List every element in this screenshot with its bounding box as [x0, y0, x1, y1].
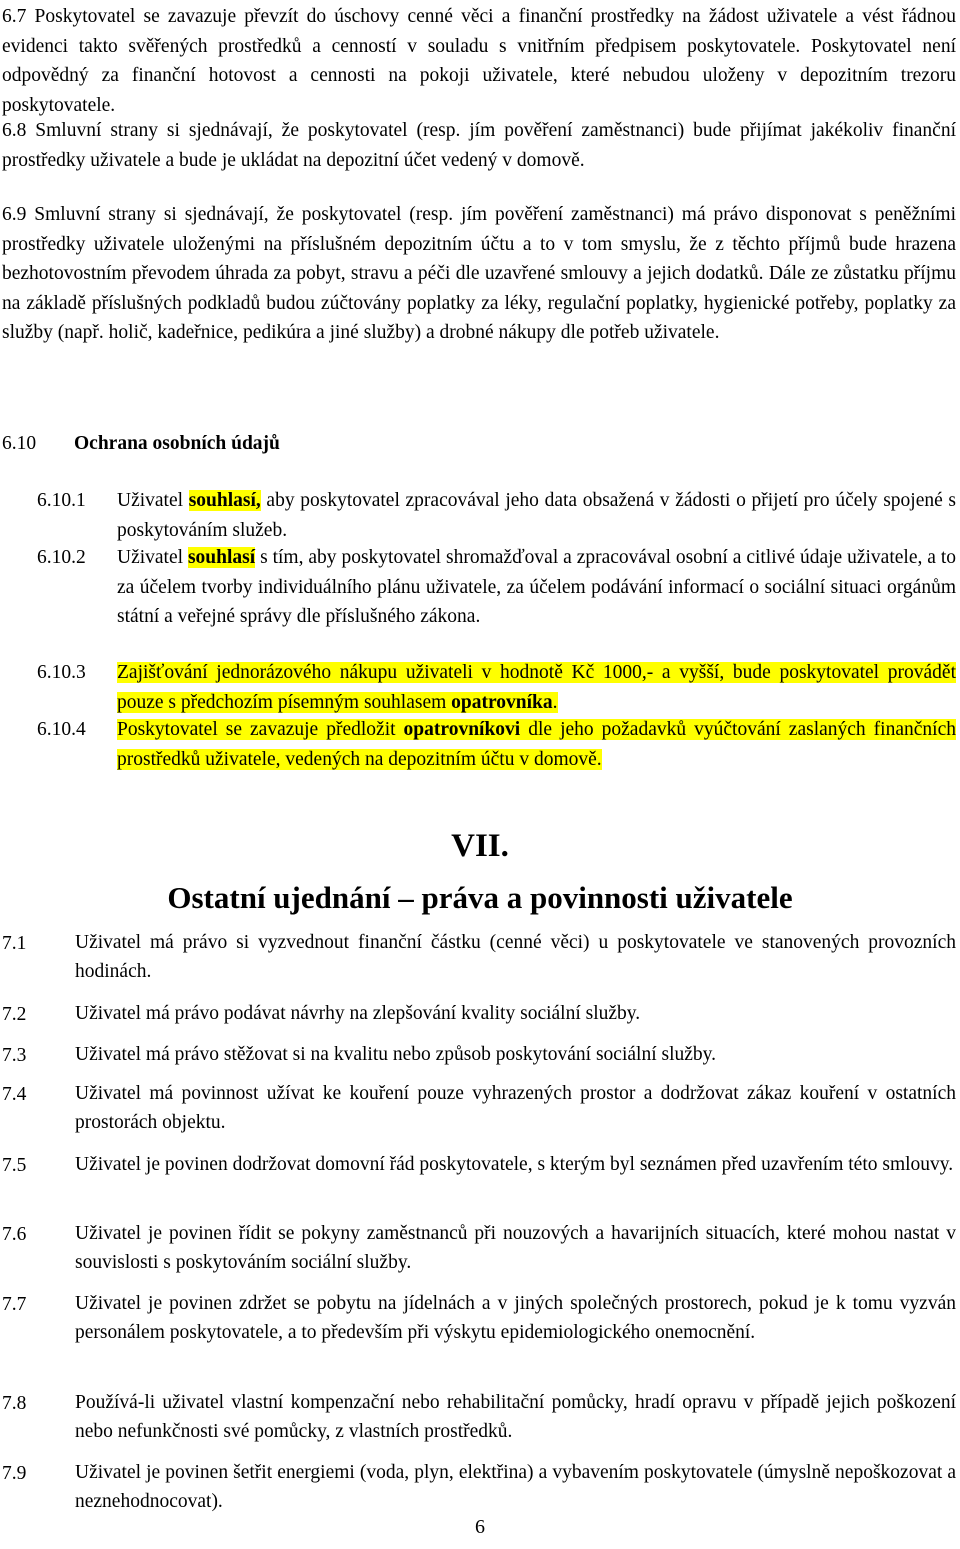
article-number: 7.8 [2, 1393, 27, 1414]
article-text: Uživatel má právo si vyzvednout finanční částku (cenné věci) u poskytovatele ve stanovených provozních hodinách. [75, 932, 956, 982]
article-number: 7.7 [2, 1294, 27, 1315]
clause-text [117, 715, 956, 774]
text-run: aby poskytovatel zpracovával jeho data obsažená v žádosti o přijetí pro účely spojené s poskytováním služeb. [117, 490, 956, 541]
article-number: 7.6 [2, 1224, 27, 1245]
chapter-title: Ostatní ujednání – práva a povinnosti uživatele [167, 880, 793, 915]
clause-number: 6.10.1 [37, 490, 86, 511]
article-number: 7.3 [2, 1045, 27, 1066]
paragraph-6-8: 6.8 Smluvní strany si sjednávají, že poskytovatel (resp. jím pověření zaměstnanci) bude přijímat jakékoliv finanční prostředky uživatele a bude je ukládat na depozitní účet vedený v domově. [2, 120, 956, 171]
clause-number: 6.10.2 [37, 547, 86, 568]
article-text: Uživatel má právo stěžovat si na kvalitu nebo způsob poskytování sociální služby. [75, 1044, 717, 1065]
highlighted-bold: opatrovníkovi [403, 719, 521, 740]
article-text: Uživatel je povinen řídit se pokyny zaměstnanců při nouzových a havarijních situacích, které mohou nastat v souvislosti s poskytováním sociální služby. [75, 1223, 956, 1273]
article-text: Uživatel je povinen šetřit energiemi (voda, plyn, elektřina) a vybavením poskytovatele (úmyslně nepoškozovat a neznehodnocovat). [75, 1462, 956, 1512]
section-title: Ochrana osobních údajů [74, 433, 280, 454]
clause-number: 6.10.4 [37, 719, 86, 740]
article-number: 7.9 [2, 1463, 27, 1484]
section-number: 6.10 [2, 433, 37, 454]
article-text: Uživatel má právo podávat návrhy na zlepšování kvality sociální služby. [75, 1003, 641, 1024]
highlighted-bold: opatrovníka [451, 691, 553, 713]
clause-text [117, 658, 956, 717]
highlighted-text: dle jeho požadavků vyúčtování zaslaných finančních prostředků uživatele, vedených na depozitním účtu v domově. [117, 719, 956, 770]
article-text: Uživatel má povinnost užívat ke kouření pouze vyhrazených prostor a dodržovat zákaz kouření v ostatních prostorách objektu. [75, 1083, 956, 1133]
clause-text [117, 543, 956, 632]
highlighted-consent: souhlasí, [188, 490, 261, 511]
text-run: s tím, aby poskytovatel shromažďoval a zpracovával osobní a citlivé údaje uživatele, a to za účelem tvorby individuálního plánu uživatele, za účelem podávání informací o sociální situaci orgánům státní a veřejné správy dle příslušného zákona. [117, 547, 956, 628]
article-number: 7.2 [2, 1004, 27, 1025]
page-number: 6 [475, 1516, 485, 1538]
highlighted-text: Zajišťování jednorázového nákupu uživateli v hodnotě Kč 1000,- a vyšší, bude poskytovatel provádět pouze s předchozím písemným souhlasem [117, 662, 956, 713]
text-run: Uživatel [117, 547, 188, 568]
paragraph-6-7: 6.7 Poskytovatel se zavazuje převzít do úschovy cenné věci a finanční prostředky na žádost uživatele a vést řádnou evidenci takto svěřených prostředků a cenností v souladu s vnitřním předpisem poskytovatele. Poskytovatel není odpovědný za finanční hotovost a cennosti na pokoji uživatele, které nebudou uloženy v depozitním trezoru poskytovatele. [2, 6, 956, 116]
highlighted-consent: souhlasí [187, 547, 256, 568]
article-text: Uživatel je povinen zdržet se pobytu na jídelnách a v jiných společných prostorech, pokud je k tomu vyzván personálem poskytovatele, a to především při výskytu epidemiologického onemocnění. [75, 1293, 956, 1343]
clause-text [117, 486, 956, 545]
article-number: 7.4 [2, 1084, 27, 1105]
highlighted-text: Poskytovatel se zavazuje předložit [117, 719, 404, 740]
chapter-roman-numeral: VII. [451, 828, 509, 864]
text-run: Uživatel [117, 490, 189, 511]
article-text: Používá-li uživatel vlastní kompenzační nebo rehabilitační pomůcky, hradí opravu v případě jejich poškození nebo nefunkčnosti své pomůcky, z vlastních prostředků. [75, 1392, 956, 1442]
clause-number: 6.10.3 [37, 662, 86, 683]
paragraph-6-9: 6.9 Smluvní strany si sjednávají, že poskytovatel (resp. jím pověření zaměstnanci) má právo disponovat s peněžními prostředky uživatele uloženými na příslušném depozitním účtu a to v tom smyslu, že z těchto příjmů bude hrazena bezhotovostním převodem úhrada za pobyt, stravu a péči dle uzavřené smlouvy a jejich dodatků. Dále ze zůstatku příjmu na základě příslušných podkladů budou zúčtovány poplatky za léky, regulační poplatky, hygienické potřeby, poplatky za služby (např. holič, kadeřnice, pedikúra a jiné služby) a drobné nákupy dle potřeb uživatele. [2, 204, 956, 344]
article-number: 7.1 [2, 933, 27, 954]
article-text: Uživatel je povinen dodržovat domovní řád poskytovatele, s kterým byl seznámen před uzavřením této smlouvy. [75, 1154, 954, 1175]
highlighted-text: . [552, 691, 558, 713]
article-number: 7.5 [2, 1155, 27, 1176]
